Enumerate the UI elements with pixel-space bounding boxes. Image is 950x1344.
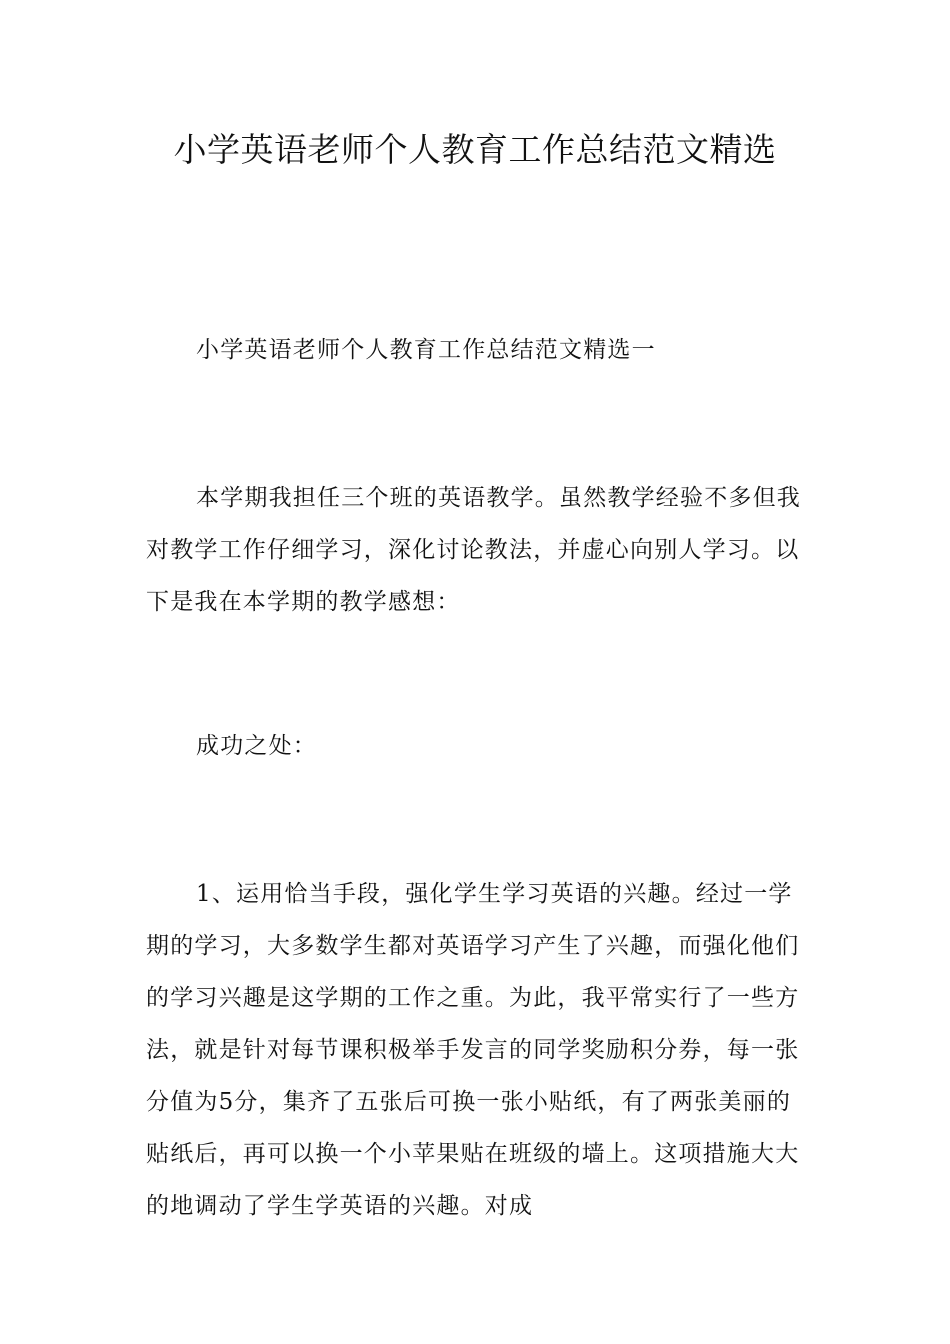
intro-paragraph: 本学期我担任三个班的英语教学。虽然教学经验不多但我对教学工作仔细学习，深化讨论教法，并虚心向别人学习。以下是我在本学期的教学感想：	[146, 485, 801, 615]
document-title: 小学英语老师个人教育工作总结范文精选	[173, 130, 777, 169]
success-heading: 成功之处：	[196, 733, 317, 759]
section-subtitle: 小学英语老师个人教育工作总结范文精选一	[196, 337, 656, 363]
item-1-paragraph: 1、运用恰当手段，强化学生学习英语的兴趣。经过一学期的学习，大多数学生都对英语学习产生了兴趣，而强化他们的学习兴趣是这学期的工作之重。为此，我平常实行了一些方法，就是针对每节课积极举手发言的同学奖励积分券，每一张分值为5分，集齐了五张后可换一张小贴纸，有了两张美丽的贴纸后，再可以换一个小苹果贴在班级的墙上。这项措施大大的地调动了学生学英语的兴趣。对成	[146, 881, 800, 1219]
